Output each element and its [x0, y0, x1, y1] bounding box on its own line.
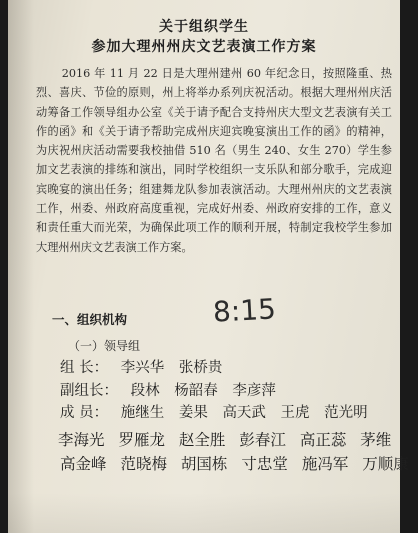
member-line: [60, 401, 378, 422]
deputy-name: 段林: [130, 383, 160, 399]
page-shadow: [8, 493, 400, 533]
member-name: 姜果: [178, 405, 208, 421]
page-shadow: [8, 0, 34, 533]
member-name: 范晓梅: [120, 455, 167, 473]
leader-name: 李兴华: [120, 360, 165, 376]
member-name: 范光明: [324, 405, 368, 421]
body-paragraph: [36, 64, 392, 257]
member-name: 高金峰: [60, 455, 107, 473]
member-name: 赵全胜: [178, 431, 226, 449]
deputy-name: 杨韶春: [174, 383, 218, 399]
document-title-line1: 关于组织学生: [159, 19, 249, 35]
member-line: [58, 428, 400, 450]
paragraph-text: 2016 年 11 月 22 日是大理州建州 60 年纪念日，按照隆重、热烈、喜庆、节俭的原则，州上将举办系列庆祝活动。根据大理州州庆活动筹备工作领导组办公室《关于请予配合支持州庆大型文艺表演有关工作的函》和《关于请予帮助完成州庆迎宾晚宴演出工作的函》的精神，为庆祝州庆活动需要我校抽借 510 名（男生 240、女生 270）学生参加文艺表演的排练和演出，同时学校组织一支乐队和部分歌手，完成迎宾晚宴的演出任务；组建舞龙队参加表演活动。大理州州庆的文艺表演工作，州委、州政府高度重视，完成好州委、州政府安排的工作，意义和责任重大而光荣，为确保此项工作的顺利开展，特制定我校学生参加大理州州庆文艺表演工作方案。: [36, 67, 392, 254]
member-name: 茅维: [360, 431, 392, 449]
subsection-heading: （一）领导组: [68, 339, 141, 353]
leader-line: [60, 356, 232, 377]
member-name: 彭春江: [239, 431, 286, 449]
deputy-role-label: 副组长：: [60, 383, 118, 399]
member-name: 高天武: [222, 405, 266, 421]
leader-name: 张桥贵: [178, 360, 223, 376]
deputy-name: 李彦萍: [232, 383, 276, 399]
document-title-line2: 参加大理州州庆文艺表演工作方案: [91, 39, 317, 55]
member-name: 胡国栋: [180, 455, 228, 473]
member-name: 李海光: [58, 431, 105, 449]
member-name: 王虎: [280, 405, 310, 421]
deputy-line: [60, 379, 286, 400]
member-name: 罗雁龙: [118, 431, 165, 449]
member-name: 寸忠堂: [241, 455, 288, 473]
member-name: 施冯军: [301, 455, 349, 473]
member-name: 高正蕊: [299, 431, 347, 449]
member-line: [60, 452, 418, 474]
handwritten-note: 8:15: [212, 292, 277, 329]
leader-role-label: 组 长：: [60, 360, 109, 376]
member-role-label: 成 员：: [60, 405, 109, 421]
member-name: 万顺康: [362, 455, 409, 473]
section-heading: 一、组织机构: [52, 312, 128, 327]
document-page: [8, 0, 409, 533]
member-name: 施继生: [120, 405, 165, 421]
